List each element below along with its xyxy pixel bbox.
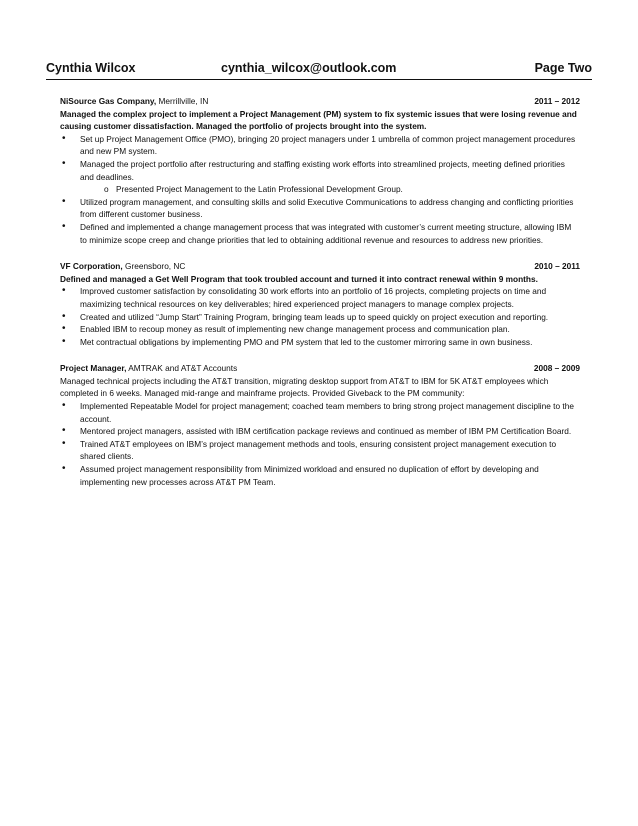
bullet-item: • Managed the project portfolio after restructuring and staffing existing work efforts into streamlined projects, meeting defined priorities and deadlines.: [60, 158, 580, 183]
job-dates: 2008 – 2009: [533, 363, 580, 374]
candidate-name: Cynthia Wilcox: [46, 61, 136, 75]
bullet-item: • Improved customer satisfaction by consolidating 30 work efforts into an portfolio of 16 projects, completing projects on time and maximizing technical resources on key deliverables; hired experienced project managers to manage complex projects.: [60, 285, 580, 310]
bullet-item: • Implemented Repeatable Model for project management; coached team members to bring strong project management discipline to the account.: [60, 400, 580, 425]
job-heading: [60, 362, 580, 375]
job-summary: Managed the complex project to implement a Project Management (PM) system to fix systemic issues that were losing revenue and causing customer dissatisfaction. Managed the portfolio of projects brought into the system.: [60, 108, 577, 132]
bullet-item: • Created and utilized “Jump Start” Training Program, bringing team leads up to speed quickly on project execution and reporting.: [60, 311, 580, 324]
job-summary: Defined and managed a Get Well Program that took troubled account and turned it into contract renewal within 9 months.: [60, 273, 538, 284]
header-rule: [46, 79, 592, 80]
sub-bullet-text: Presented Project Management to the Latin Professional Development Group.: [116, 184, 403, 195]
job-location: Greensboro, NC: [122, 261, 186, 272]
job-location: Merrillville, IN: [156, 96, 209, 106]
job-bullets: [60, 285, 580, 348]
job-summary: Managed technical projects including the AT&T transition, migrating desktop support from AT&T to IBM for 5K AT&T employees which completed in 6 weeks. Managed mid-range and mainframe projects. Provided Giveback to the PM community:: [60, 375, 549, 399]
job-organization: VF Corporation,: [60, 261, 123, 272]
email-address[interactable]: cynthia_wilcox@outlook.com: [221, 61, 397, 75]
job-heading: [60, 95, 580, 108]
job-entry-vf-corporation: [60, 260, 580, 348]
job-bullets-continued: [60, 196, 580, 246]
bullet-item: • Met contractual obligations by implementing PMO and PM system that led to the customer mirroring same in own business.: [60, 336, 580, 349]
bullet-item: • Enabled IBM to recoup money as result of implementing new change management process and communication plan.: [60, 323, 580, 336]
job-entry-amtrak-att: [60, 362, 580, 488]
job-dates: 2010 – 2011: [534, 261, 580, 272]
bullet-item: • Defined and implemented a change management process that was integrated with customer’s current meeting structure, allowing IBM to minimize scope creep and change priorities that led to obtaining additional revenue and resources to address new priorities.: [60, 221, 580, 246]
job-title: Project Manager,: [60, 363, 127, 374]
job-bullets: [60, 133, 580, 183]
bullet-item: • Mentored project managers, assisted with IBM certification package reviews and continued as member of IBM PM Certification Board.: [60, 425, 580, 438]
bullet-item: • Utilized program management, and consulting skills and solid Executive Communications to address changing and conflicting priorities from different customer business.: [60, 196, 580, 221]
sub-bullet-marker: o: [104, 184, 109, 195]
job-dates: 2011 – 2012: [534, 96, 580, 106]
page-label: Page Two: [534, 61, 592, 75]
job-accounts: AMTRAK and AT&T Accounts: [126, 363, 238, 374]
sub-bullet-item: [60, 183, 580, 196]
job-organization: NiSource Gas Company,: [60, 96, 157, 106]
job-bullets: [60, 400, 580, 488]
job-heading: [60, 260, 580, 273]
job-entry-nisource: [60, 95, 580, 246]
bullet-item: • Trained AT&T employees on IBM’s project management methods and tools, ensuring consistent project management execution to shared clients.: [60, 438, 580, 463]
bullet-item: • Assumed project management responsibility from Minimized workload and ensured no duplication of effort by developing and implementing new processes across AT&T PM Team.: [60, 463, 580, 488]
experience-section: [60, 95, 580, 502]
page-header: [46, 61, 592, 79]
bullet-item: • Set up Project Management Office (PMO), bringing 20 project managers under 1 umbrella of common project management procedures and new PM system.: [60, 133, 580, 158]
